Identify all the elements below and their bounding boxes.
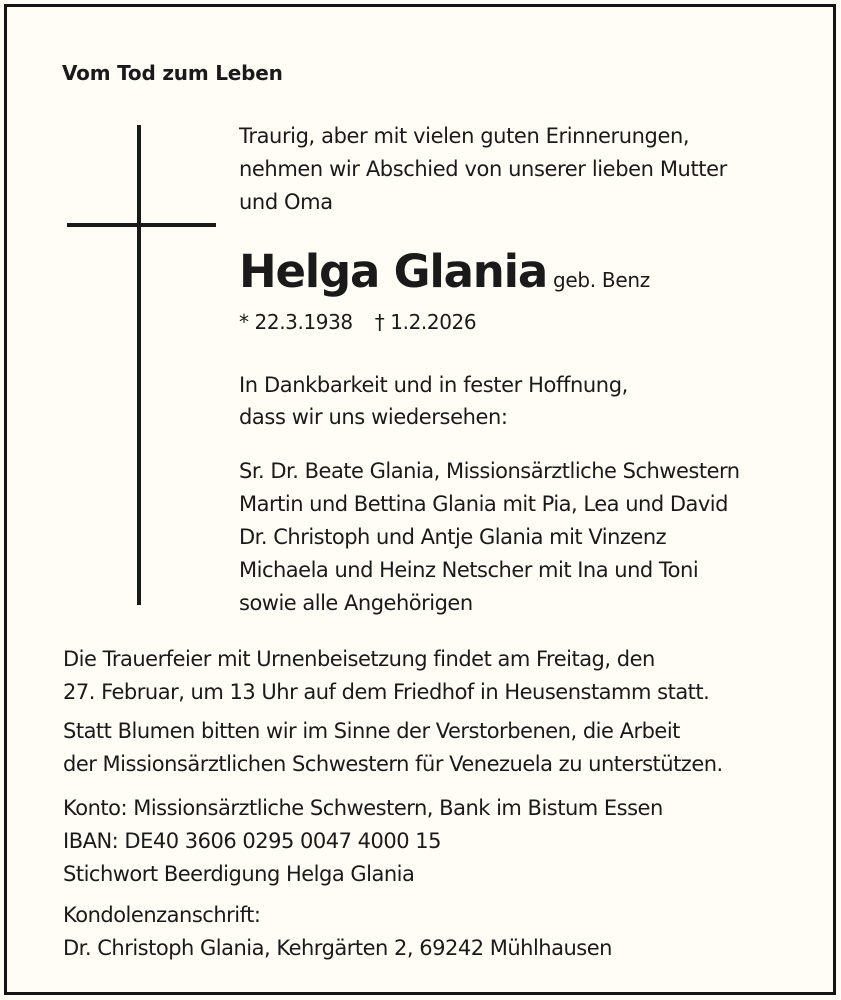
- family-member: sowie alle Angehörigen: [239, 591, 473, 615]
- gratitude-line: In Dankbarkeit und in fester Hoffnung,: [239, 373, 628, 397]
- condolence-line: Kondolenzanschrift:: [63, 903, 261, 927]
- bank-account: [63, 792, 663, 891]
- funeral-notice: [63, 643, 709, 709]
- condolence-line: Dr. Christoph Glania, Kehrgärten 2, 69242 Mühlhausen: [63, 936, 612, 960]
- cross-icon-horizontal: [67, 223, 216, 227]
- funeral-line: Die Trauerfeier mit Urnenbeisetzung findet am Freitag, den: [63, 647, 655, 671]
- family-member: Martin und Bettina Glania mit Pia, Lea und David: [239, 492, 728, 516]
- account-line: Stichwort Beerdigung Helga Glania: [63, 862, 415, 886]
- family-member: Michaela und Heinz Netscher mit Ina und Toni: [239, 558, 699, 582]
- life-dates: [239, 310, 476, 334]
- cross-icon-vertical: [137, 125, 141, 605]
- account-line: IBAN: DE40 3606 0295 0047 4000 15: [63, 829, 441, 853]
- death-date: † 1.2.2026: [374, 310, 477, 334]
- intro-line: Traurig, aber mit vielen guten Erinnerungen,: [239, 124, 690, 148]
- family-member: Dr. Christoph und Antje Glania mit Vinzenz: [239, 525, 667, 549]
- deceased-name: Helga Glania: [239, 245, 548, 298]
- donation-line: Statt Blumen bitten wir im Sinne der Verstorbenen, die Arbeit: [63, 719, 680, 743]
- gratitude-line: dass wir uns wiedersehen:: [239, 405, 508, 429]
- birth-date: * 22.3.1938: [239, 310, 353, 334]
- obituary-frame: [4, 4, 836, 995]
- gratitude-text: [239, 369, 628, 433]
- family-member: Sr. Dr. Beate Glania, Missionsärztliche Schwestern: [239, 459, 740, 483]
- family-list: [239, 455, 740, 620]
- funeral-line: 27. Februar, um 13 Uhr auf dem Friedhof in Heusenstamm statt.: [63, 680, 710, 704]
- donation-request: [63, 715, 723, 781]
- intro-text: [239, 120, 727, 219]
- maiden-name: geb. Benz: [553, 268, 650, 292]
- intro-line: nehmen wir Abschied von unserer lieben Mutter: [239, 157, 727, 181]
- condolence-address: [63, 899, 612, 965]
- donation-line: der Missionsärztlichen Schwestern für Venezuela zu unterstützen.: [63, 752, 723, 776]
- intro-line: und Oma: [239, 190, 333, 214]
- motto-heading: Vom Tod zum Leben: [62, 61, 283, 85]
- account-line: Konto: Missionsärztliche Schwestern, Bank im Bistum Essen: [63, 796, 663, 820]
- deceased-name-line: [239, 245, 650, 298]
